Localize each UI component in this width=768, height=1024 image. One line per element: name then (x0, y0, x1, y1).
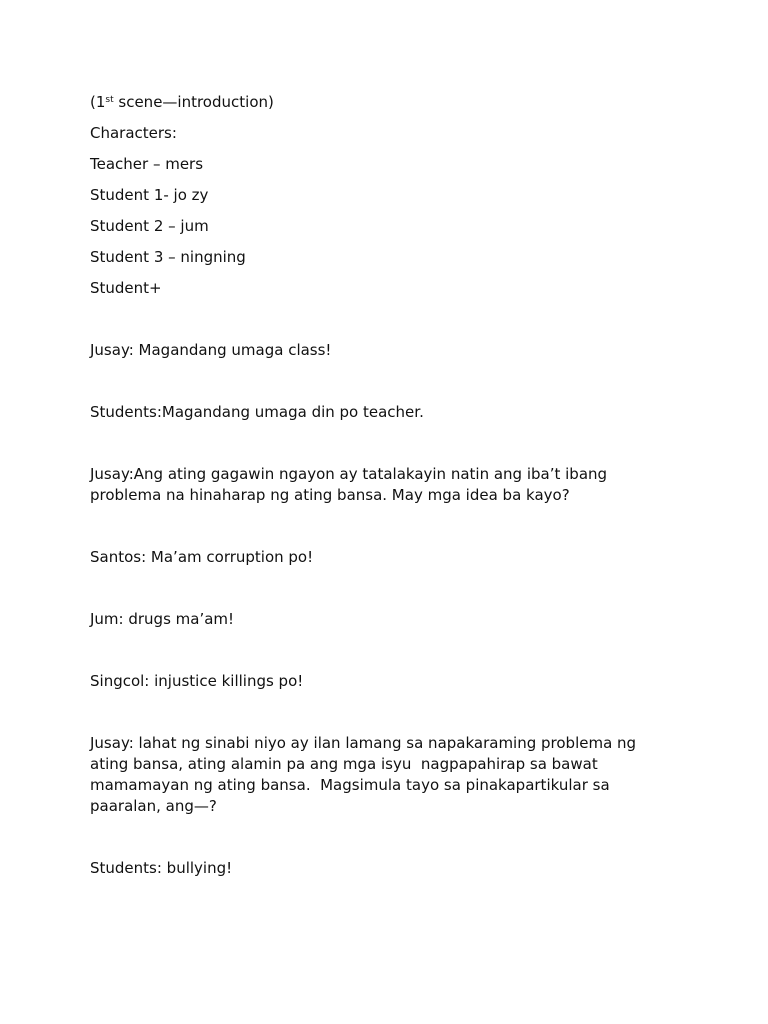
dialogue-line-2: Students:Magandang umaga din po teacher. (90, 403, 424, 421)
cast-line-student-3: Student 3 – ningning (90, 248, 246, 266)
cast-line-student-2: Student 2 – jum (90, 217, 209, 235)
dialogue-line-5: Jum: drugs ma’am! (90, 610, 235, 628)
dialogue-line-4: Santos: Ma’am corruption po! (90, 548, 314, 566)
scene-heading-superscript: st (105, 95, 114, 105)
dialogue-line-7: Jusay: lahat ng sinabi niyo ay ilan lamang sa napakaraming problema ng ating bansa, ating alamin pa ang mga isyu nagpapahirap sa bawat mamamayan ng ating bansa. Magsimula tayo sa pinakapartikular sa paaralan, ang—? (90, 734, 641, 815)
scene-heading-rest: scene—introduction) (113, 93, 274, 111)
dialogue-line-3: Jusay:Ang ating gagawin ngayon ay tatalakayin natin ang iba’t ibang problema na hinaharap ng ating bansa. May mga idea ba kayo? (90, 465, 612, 504)
dialogue-line-1: Jusay: Magandang umaga class! (90, 341, 332, 359)
cast-line-student-1: Student 1- jo zy (90, 186, 209, 204)
dialogue-line-8: Students: bullying! (90, 859, 233, 877)
scene-heading-open: (1 (90, 93, 106, 111)
script-body (90, 92, 670, 879)
dialogue-line-6: Singcol: injustice killings po! (90, 672, 304, 690)
cast-line-teacher: Teacher – mers (90, 155, 204, 173)
scene-heading (90, 92, 670, 113)
cast-line-student-plus: Student+ (90, 279, 162, 297)
characters-label: Characters: (90, 124, 177, 142)
